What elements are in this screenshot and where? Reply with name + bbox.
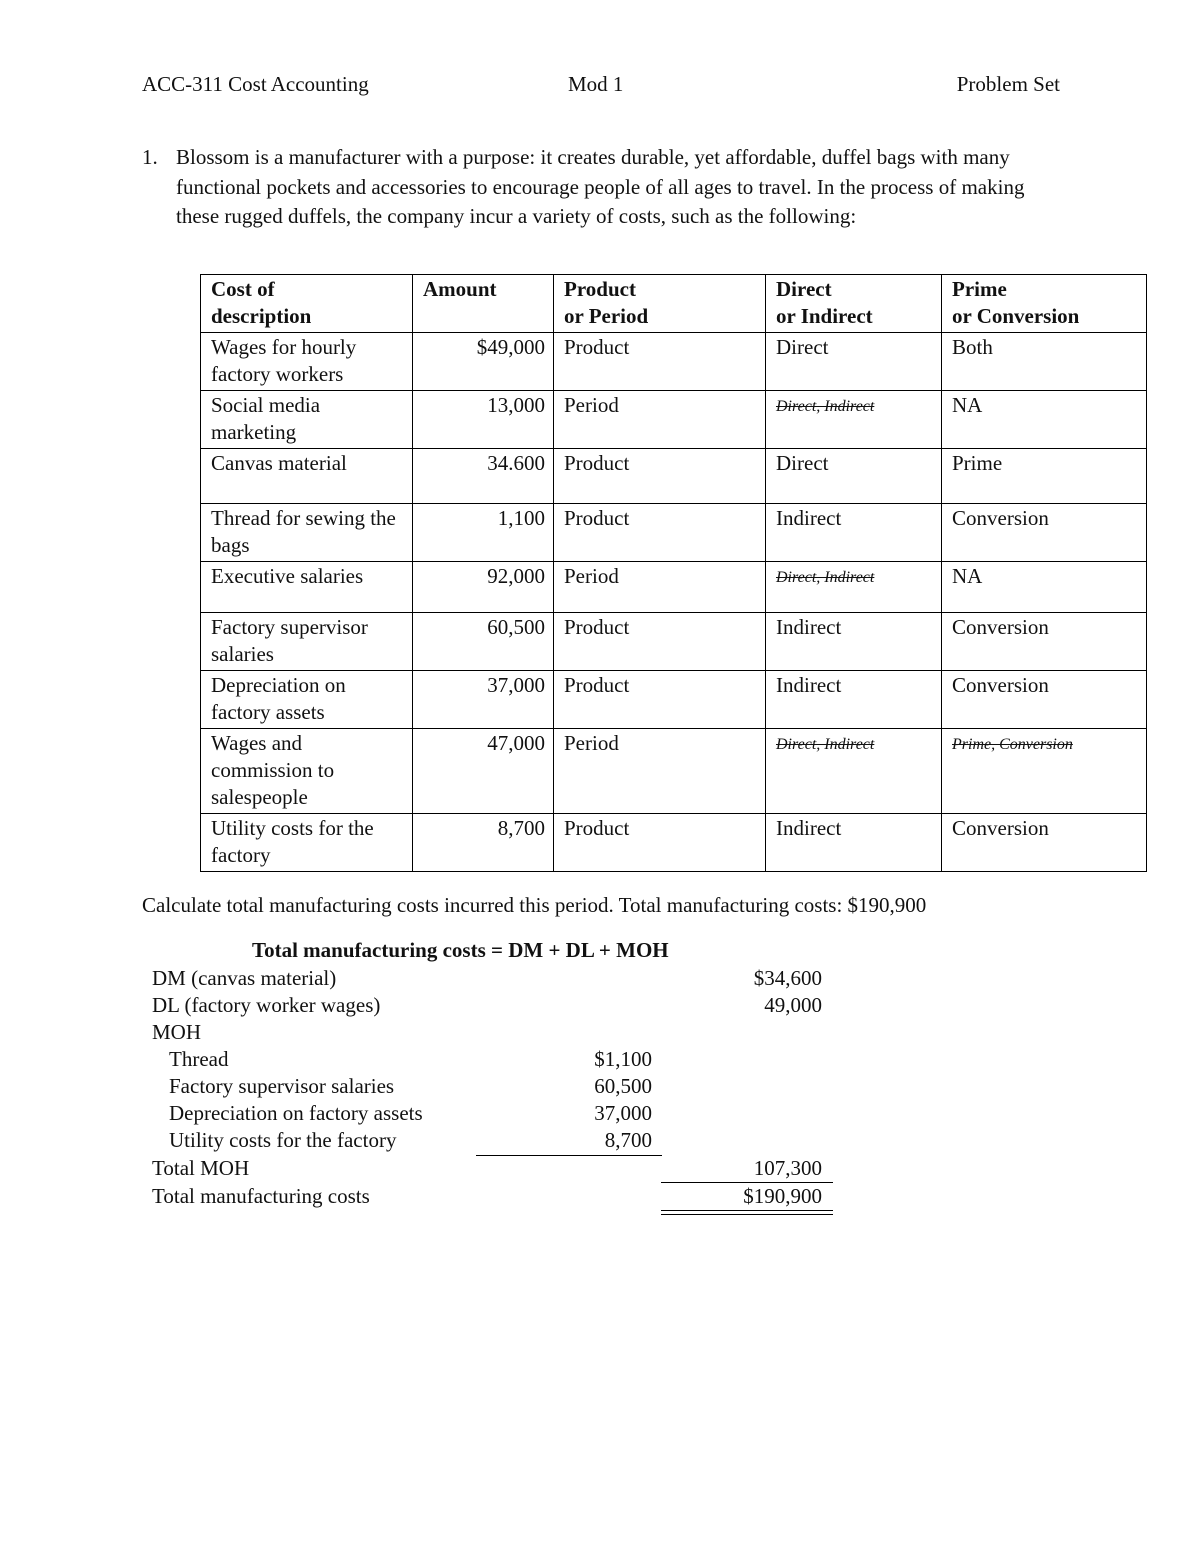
cell-prime-conversion: NA: [942, 562, 1147, 613]
total-manufacturing-label: Total manufacturing costs: [152, 1184, 370, 1208]
cell-direct-indirect: Indirect: [766, 671, 942, 729]
table-row: [201, 333, 1147, 391]
header-prime-or-conversion: Prime or Conversion: [942, 275, 1147, 333]
cell-product-period: Product: [554, 814, 766, 872]
question-text: Blossom is a manufacturer with a purpose: it creates durable, yet affordable, duffel bags with many functional pockets and accessories to encourage people of all ages to travel. In the process of making these rugged duffels, the company incur a variety of costs, such as the following:: [176, 145, 1025, 228]
cell-amount: 47,000: [413, 729, 554, 814]
table-row: [201, 671, 1147, 729]
cell-direct-indirect: [766, 729, 942, 814]
moh-item-label: Depreciation on factory assets: [169, 1101, 423, 1125]
cell-description: Canvas material: [201, 449, 413, 504]
cell-amount: 37,000: [413, 671, 554, 729]
cell-product-period: Period: [554, 391, 766, 449]
question-number: 1.: [142, 145, 158, 169]
cell-prime-conversion: Conversion: [942, 671, 1147, 729]
cell-direct-indirect: Indirect: [766, 814, 942, 872]
struck-text: Direct, Indirect: [776, 736, 875, 753]
cell-prime-conversion: Conversion: [942, 613, 1147, 671]
module-label: Mod 1: [568, 72, 624, 96]
moh-item-label: Factory supervisor salaries: [169, 1074, 395, 1098]
cell-description: Social media marketing: [201, 391, 413, 449]
cell-description: Wages and commission to salespeople: [201, 729, 413, 814]
moh-item-label: Utility costs for the factory: [169, 1128, 397, 1152]
page-header: [142, 72, 1060, 102]
cell-product-period: Period: [554, 729, 766, 814]
cell-product-period: Period: [554, 562, 766, 613]
cell-product-period: Product: [554, 449, 766, 504]
moh-label: MOH: [152, 1020, 202, 1044]
cell-prime-conversion: Conversion: [942, 504, 1147, 562]
cell-amount: $49,000: [413, 333, 554, 391]
dl-value: 49,000: [764, 993, 822, 1017]
cell-description: Utility costs for the factory: [201, 814, 413, 872]
cell-prime-conversion: NA: [942, 391, 1147, 449]
cell-amount: 60,500: [413, 613, 554, 671]
cell-direct-indirect: Direct: [766, 449, 942, 504]
subtotal-rule: [476, 1155, 662, 1156]
schedule-title: Total manufacturing costs = DM + DL + MOH: [252, 938, 669, 962]
struck-text: Prime, Conversion: [952, 736, 1073, 753]
moh-item-value: 60,500: [594, 1074, 652, 1098]
cell-amount: 13,000: [413, 391, 554, 449]
moh-item-value: $1,100: [594, 1047, 652, 1071]
moh-item-label: Thread: [169, 1047, 229, 1071]
cell-direct-indirect: [766, 562, 942, 613]
cell-direct-indirect: [766, 391, 942, 449]
cell-amount: 34.600: [413, 449, 554, 504]
header-direct-or-indirect: Direct or Indirect: [766, 275, 942, 333]
course-title: ACC-311 Cost Accounting: [142, 72, 369, 96]
cell-prime-conversion: Prime: [942, 449, 1147, 504]
dm-label: DM (canvas material): [152, 966, 337, 990]
table-header-row: [201, 275, 1147, 333]
cell-product-period: Product: [554, 504, 766, 562]
cell-amount: 8,700: [413, 814, 554, 872]
table-row: [201, 391, 1147, 449]
table-row: [201, 562, 1147, 613]
total-moh-label: Total MOH: [152, 1156, 250, 1180]
cell-product-period: Product: [554, 333, 766, 391]
cell-amount: 1,100: [413, 504, 554, 562]
table-row: [201, 613, 1147, 671]
cell-amount: 92,000: [413, 562, 554, 613]
cell-direct-indirect: Indirect: [766, 504, 942, 562]
cell-product-period: Product: [554, 613, 766, 671]
cell-prime-conversion: Conversion: [942, 814, 1147, 872]
document-type: Problem Set: [956, 72, 1060, 96]
cell-direct-indirect: Indirect: [766, 613, 942, 671]
header-cost-description: Cost of description: [201, 275, 413, 333]
header-amount: Amount: [413, 275, 554, 333]
moh-item-value: 37,000: [594, 1101, 652, 1125]
total-manufacturing-value: $190,900: [743, 1184, 822, 1208]
cell-prime-conversion: Both: [942, 333, 1147, 391]
cell-product-period: Product: [554, 671, 766, 729]
cell-prime-conversion: [942, 729, 1147, 814]
header-product-or-period: Product or Period: [554, 275, 766, 333]
cell-description: Depreciation on factory assets: [201, 671, 413, 729]
double-underline-top: [661, 1210, 833, 1211]
cell-description: Factory supervisor salaries: [201, 613, 413, 671]
dm-value: $34,600: [753, 966, 822, 990]
struck-text: Direct, Indirect: [776, 398, 875, 415]
cell-description: Thread for sewing the bags: [201, 504, 413, 562]
dl-label: DL (factory worker wages): [152, 993, 381, 1017]
total-moh-rule: [661, 1182, 833, 1183]
table-row: [201, 729, 1147, 814]
cost-classification-table: [200, 274, 1147, 872]
table-row: [201, 449, 1147, 504]
table-row: [201, 814, 1147, 872]
double-underline-bottom: [661, 1214, 833, 1215]
cell-description: Executive salaries: [201, 562, 413, 613]
total-moh-value: 107,300: [753, 1156, 822, 1180]
struck-text: Direct, Indirect: [776, 569, 875, 586]
calculation-prompt: Calculate total manufacturing costs incurred this period. Total manufacturing costs: $190,900: [142, 893, 927, 917]
moh-item-value: 8,700: [604, 1128, 652, 1152]
cell-description: Wages for hourly factory workers: [201, 333, 413, 391]
cell-direct-indirect: Direct: [766, 333, 942, 391]
table-row: [201, 504, 1147, 562]
